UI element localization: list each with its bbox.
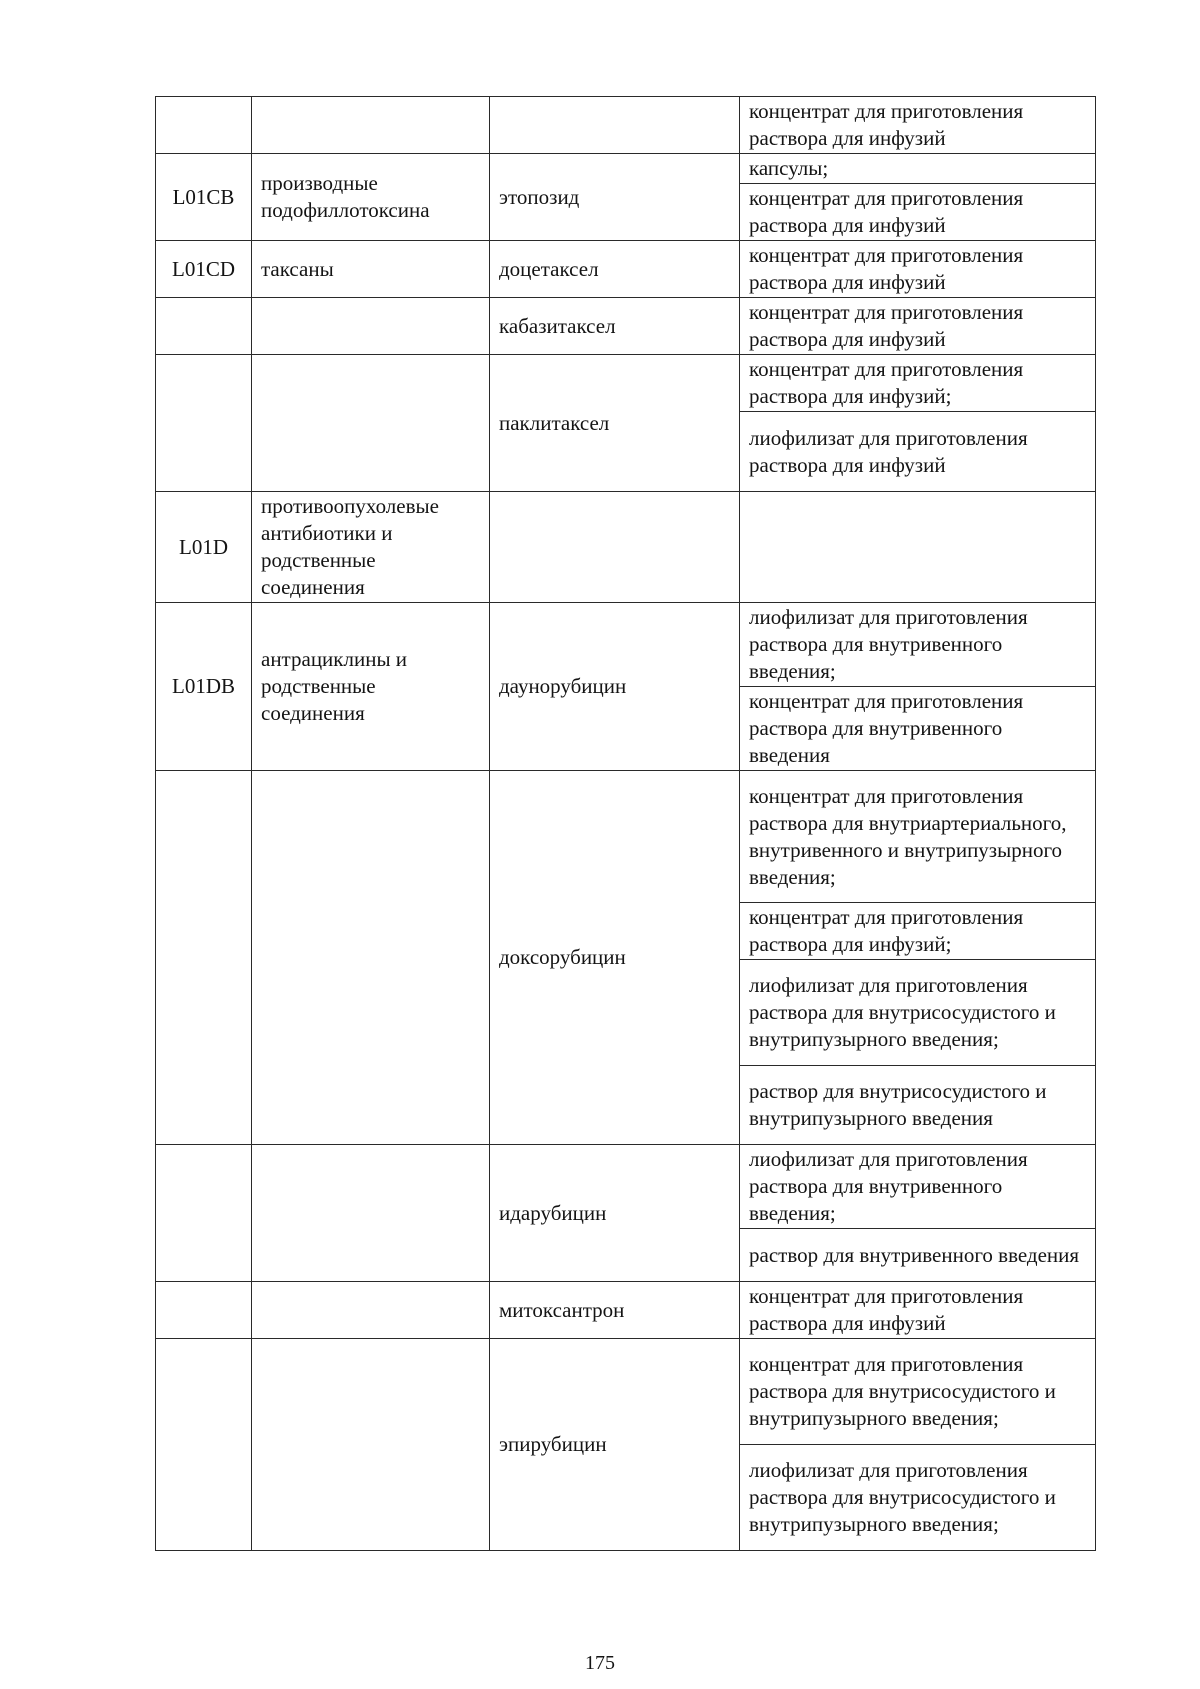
table-row <box>156 1282 1096 1339</box>
table-row <box>156 154 1096 184</box>
atc-code-cell: L01D <box>156 492 252 603</box>
dosage-form-cell: лиофилизат для приготовления раствора для внутрисосудистого и внутрипузырного введения; <box>740 960 1096 1066</box>
drug-name-cell: этопозид <box>490 154 740 241</box>
group-name-cell <box>252 97 490 154</box>
dosage-form-cell: концентрат для приготовления раствора для инфузий <box>740 298 1096 355</box>
drug-table-body <box>156 97 1096 1551</box>
drug-name-cell: доксорубицин <box>490 771 740 1145</box>
dosage-form-cell: концентрат для приготовления раствора для инфузий; <box>740 355 1096 412</box>
atc-code-cell <box>156 355 252 492</box>
dosage-form-cell: лиофилизат для приготовления раствора для внутривенного введения; <box>740 603 1096 687</box>
atc-code-cell <box>156 97 252 154</box>
drug-name-cell <box>490 492 740 603</box>
group-name-cell <box>252 355 490 492</box>
dosage-form-cell: лиофилизат для приготовления раствора для внутрисосудистого и внутрипузырного введения; <box>740 1445 1096 1551</box>
group-name-cell: таксаны <box>252 241 490 298</box>
drug-name-cell <box>490 97 740 154</box>
group-name-cell <box>252 1145 490 1282</box>
drug-table <box>155 96 1096 1551</box>
table-row <box>156 241 1096 298</box>
dosage-form-cell <box>740 492 1096 603</box>
table-row <box>156 298 1096 355</box>
atc-code-cell <box>156 1339 252 1551</box>
table-row <box>156 1145 1096 1229</box>
table-row <box>156 97 1096 154</box>
table-row <box>156 1339 1096 1445</box>
dosage-form-cell: концентрат для приготовления раствора для инфузий <box>740 241 1096 298</box>
table-row <box>156 603 1096 687</box>
group-name-cell: противоопухолевые антибиотики и родственные соединения <box>252 492 490 603</box>
group-name-cell <box>252 1282 490 1339</box>
atc-code-cell <box>156 771 252 1145</box>
dosage-form-cell: концентрат для приготовления раствора для инфузий <box>740 184 1096 241</box>
atc-code-cell: L01CD <box>156 241 252 298</box>
atc-code-cell <box>156 298 252 355</box>
drug-name-cell: кабазитаксел <box>490 298 740 355</box>
group-name-cell <box>252 771 490 1145</box>
dosage-form-cell: концентрат для приготовления раствора для инфузий <box>740 97 1096 154</box>
page-number: 175 <box>585 1652 615 1674</box>
table-row <box>156 355 1096 412</box>
dosage-form-cell: концентрат для приготовления раствора для инфузий; <box>740 903 1096 960</box>
dosage-form-cell: раствор для внутривенного введения <box>740 1229 1096 1282</box>
group-name-cell: производные подофиллотоксина <box>252 154 490 241</box>
dosage-form-cell: концентрат для приготовления раствора для внутрисосудистого и внутрипузырного введения; <box>740 1339 1096 1445</box>
group-name-cell <box>252 1339 490 1551</box>
dosage-form-cell: концентрат для приготовления раствора для инфузий <box>740 1282 1096 1339</box>
group-name-cell <box>252 298 490 355</box>
drug-name-cell: паклитаксел <box>490 355 740 492</box>
drug-name-cell: митоксантрон <box>490 1282 740 1339</box>
group-name-cell: антрациклины и родственные соединения <box>252 603 490 771</box>
drug-name-cell: эпирубицин <box>490 1339 740 1551</box>
table-row <box>156 492 1096 603</box>
atc-code-cell: L01DB <box>156 603 252 771</box>
drug-name-cell: даунорубицин <box>490 603 740 771</box>
table-row <box>156 771 1096 903</box>
dosage-form-cell: лиофилизат для приготовления раствора для внутривенного введения; <box>740 1145 1096 1229</box>
dosage-form-cell: раствор для внутрисосудистого и внутрипузырного введения <box>740 1066 1096 1145</box>
drug-name-cell: доцетаксел <box>490 241 740 298</box>
atc-code-cell <box>156 1282 252 1339</box>
dosage-form-cell: капсулы; <box>740 154 1096 184</box>
dosage-form-cell: лиофилизат для приготовления раствора для инфузий <box>740 412 1096 492</box>
atc-code-cell: L01CB <box>156 154 252 241</box>
drug-name-cell: идарубицин <box>490 1145 740 1282</box>
dosage-form-cell: концентрат для приготовления раствора для внутривенного введения <box>740 687 1096 771</box>
atc-code-cell <box>156 1145 252 1282</box>
dosage-form-cell: концентрат для приготовления раствора для внутриартериального, внутривенного и внутрипузырного введения; <box>740 771 1096 903</box>
